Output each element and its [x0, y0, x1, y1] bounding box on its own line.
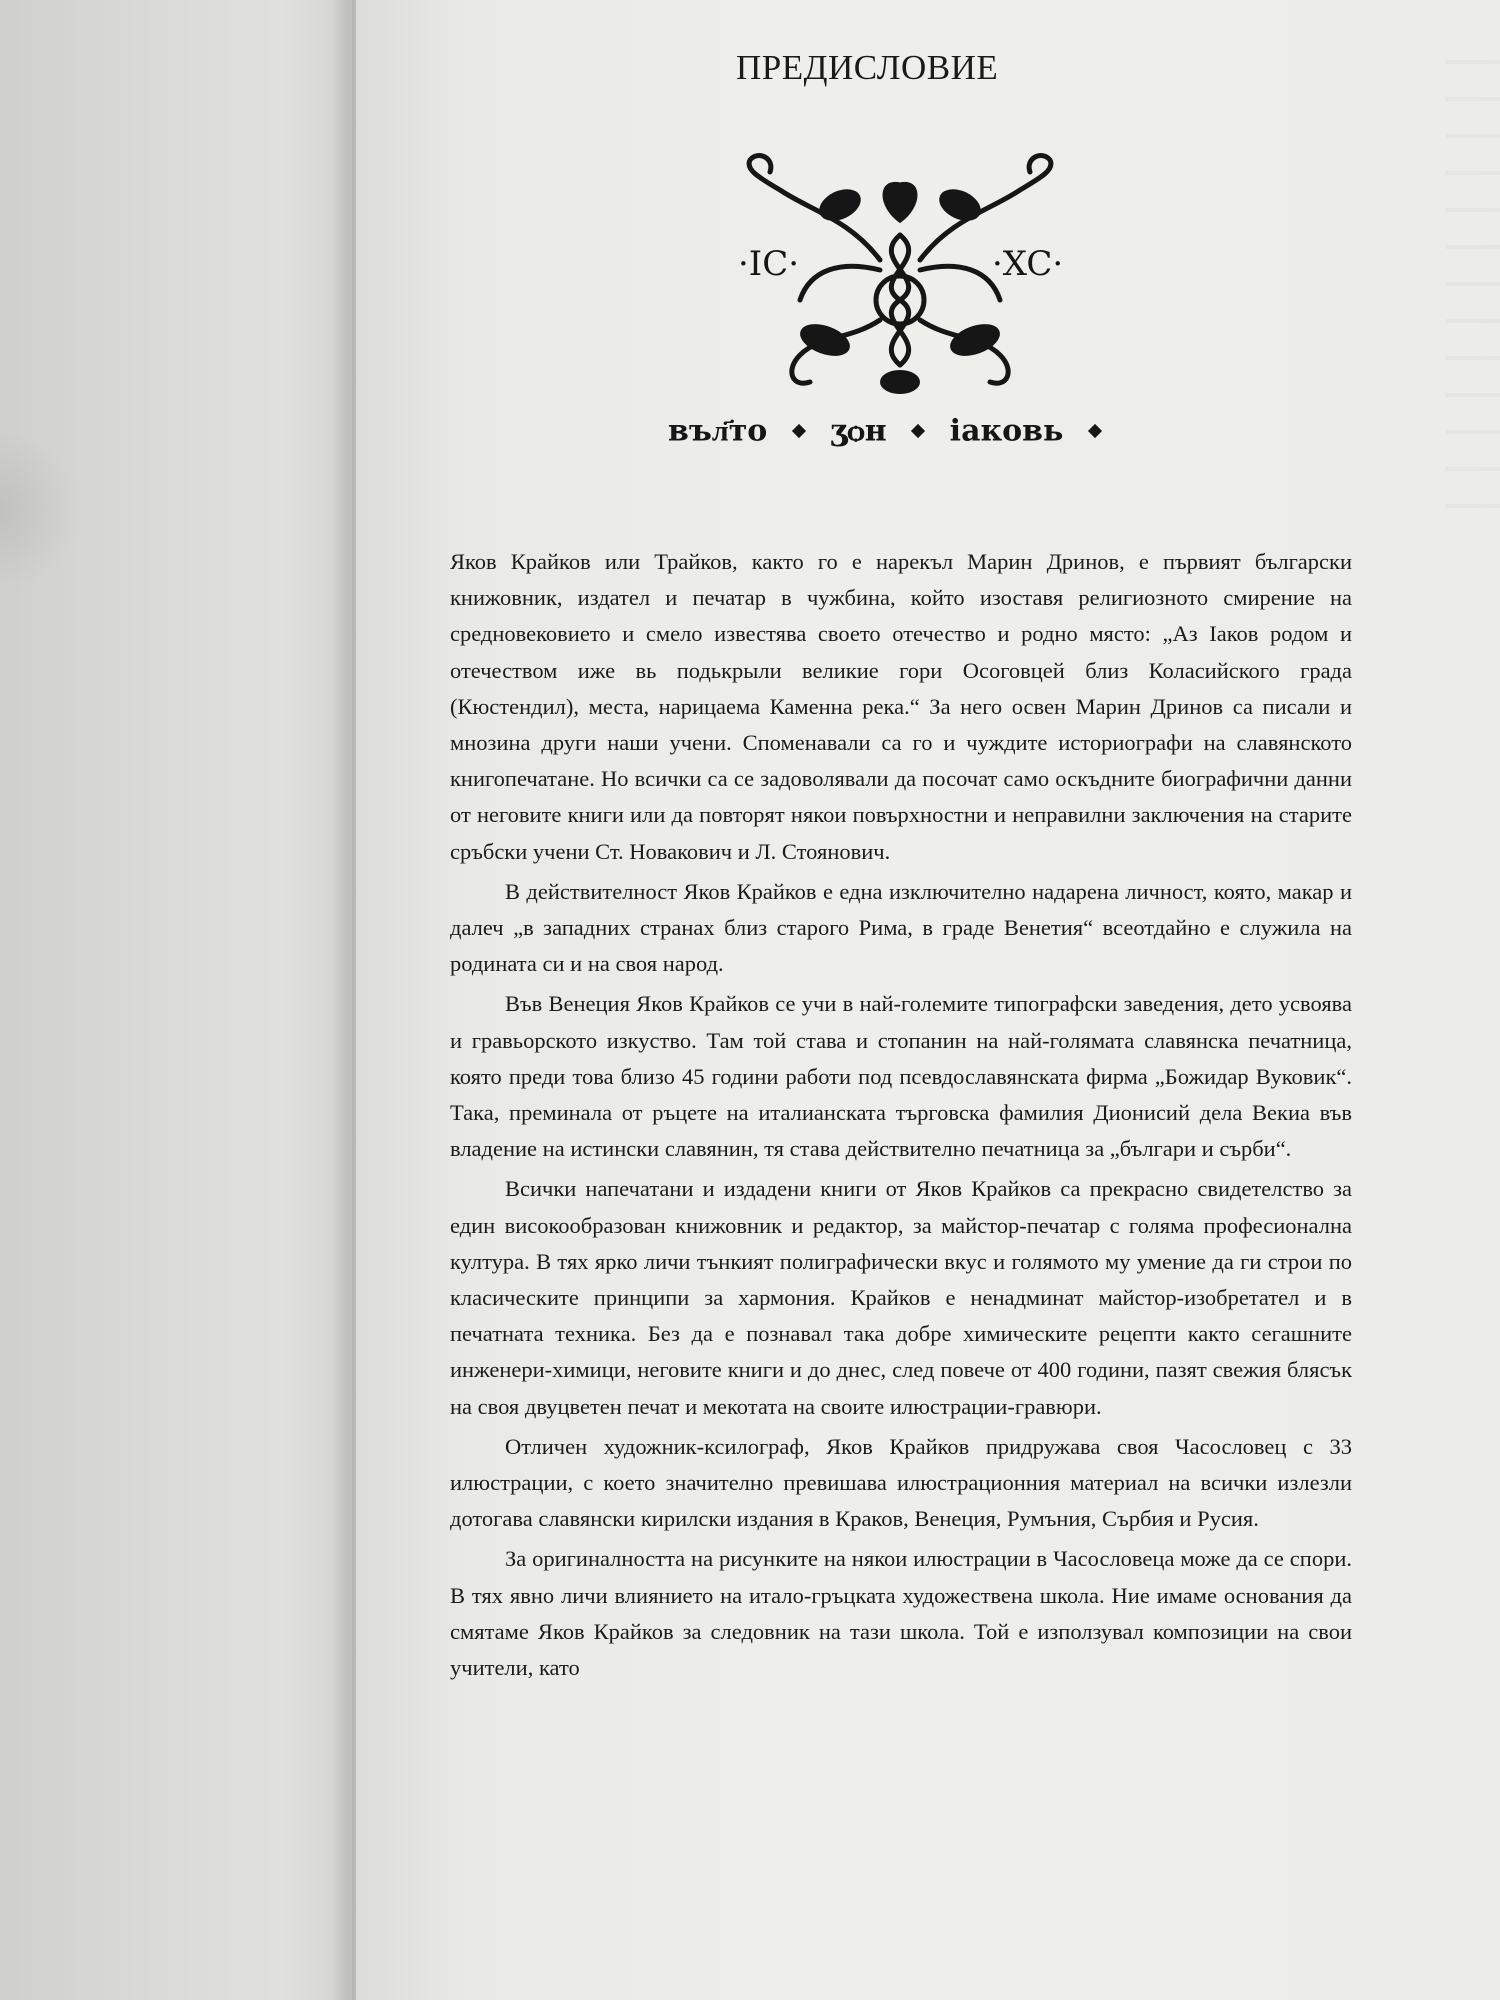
- ornament-caption: [668, 412, 1168, 468]
- ornament-caption-part: въл҃то: [668, 413, 768, 449]
- paragraph: Във Венеция Яков Крайков се учи в най-големите типографски заведения, дето усвоява и гравьорското изкуство. Там той става и стопанин на най-голямата славянска печатница, която преди това близо 45 години работи под псевдославянската фирма „Божидар Вуковик“. Така, преминала от ръцете на италианската търговска фамилия Дионисий дела Векиа във владение на истински славянин, тя става действително печатница за „българи и сърби“.: [450, 991, 1352, 1162]
- paragraph: Отличен художник-ксилограф, Яков Крайков придружава своя Часословец с 33 илюстрации, с което значително превишава илюстрационния материал на всички излезли дотогава славянски кирилски издания в Краков, Венеция, Румъния, Сърбия и Русия.: [450, 1433, 1352, 1532]
- page-title: ПРЕДИСЛОВИЕ: [736, 48, 999, 87]
- right-page-bleed-through: [1446, 60, 1500, 540]
- diamond-separator-icon: [792, 424, 806, 438]
- left-facing-page: [0, 0, 352, 2000]
- diamond-separator-icon: [1088, 424, 1102, 438]
- body-text: [450, 544, 1352, 1984]
- left-page-bleed-through: [0, 430, 80, 590]
- ornament-caption-part: іаковь: [949, 413, 1064, 449]
- ornament-icon: [730, 150, 1070, 400]
- ornament-left-monogram: ·IC·: [738, 244, 800, 284]
- ornament-caption-part: ӡѻн: [830, 413, 887, 449]
- paragraph: В действителност Яков Крайков е една изключително надарена личност, която, макар и далеч „в западних странах близ старого Рима, в граде Венетия“ всеотдайно е служила на родината си и на своя народ.: [450, 878, 1352, 977]
- ornament-right-monogram: ·XC·: [992, 244, 1064, 284]
- paragraph: За оригиналността на рисунките на някои илюстрации в Часослoвеца може да се спори. В тях явно личи влиянието на итало-гръцката художествена школа. Ние имаме основания да смятаме Яков Крайков за следовник на тази школа. Той е използувал композиции на свои учители, като: [450, 1546, 1352, 1681]
- paragraph: Всички напечатани и издадени книги от Яков Крайков са прекрасно свидетелство за един високообразован книжовник и редактор, за майстор-печатар с голяма професионална култура. В тях ярко личи тънкият полиграфически вкус и голямото му умение да ги строи по класическите принципи за хармония. Крайков е ненадминат майстор-изобретател и в печатната техника. Без да е познавал така добре химическите рецепти както сегашните инженери-химици, неговите книги и до днес, след повече от 400 години, пазят свежия блясък на своя двуцветен печат и мекотата на своите илюстрации-гравюри.: [450, 1176, 1352, 1419]
- paragraph: Яков Крайков или Трайков, както го е нарекъл Марин Дринов, е първият български книжовник, издател и печатар в чужбина, който изоставя религиозното смирение на средновековието и смело известява своето отечество и родно място: „Аз Іаков родом и отечеством иже вь подькрыли великие гори Осоговцей близ Коласийского града (Кюстендил), места, нарицаема Каменна река.“ За него освен Марин Дринов са писали и мнозина други наши учени. Споменавали са го и чуждите историографи на славянското книгопечатане. Но всички са се задоволявали да посочат само оскъдните биографични данни от неговите книги или да повторят някои повърхностни и неправилни заключения на старите сръбски учени Ст. Новакович и Л. Стоянович.: [450, 549, 1352, 864]
- diamond-separator-icon: [911, 424, 925, 438]
